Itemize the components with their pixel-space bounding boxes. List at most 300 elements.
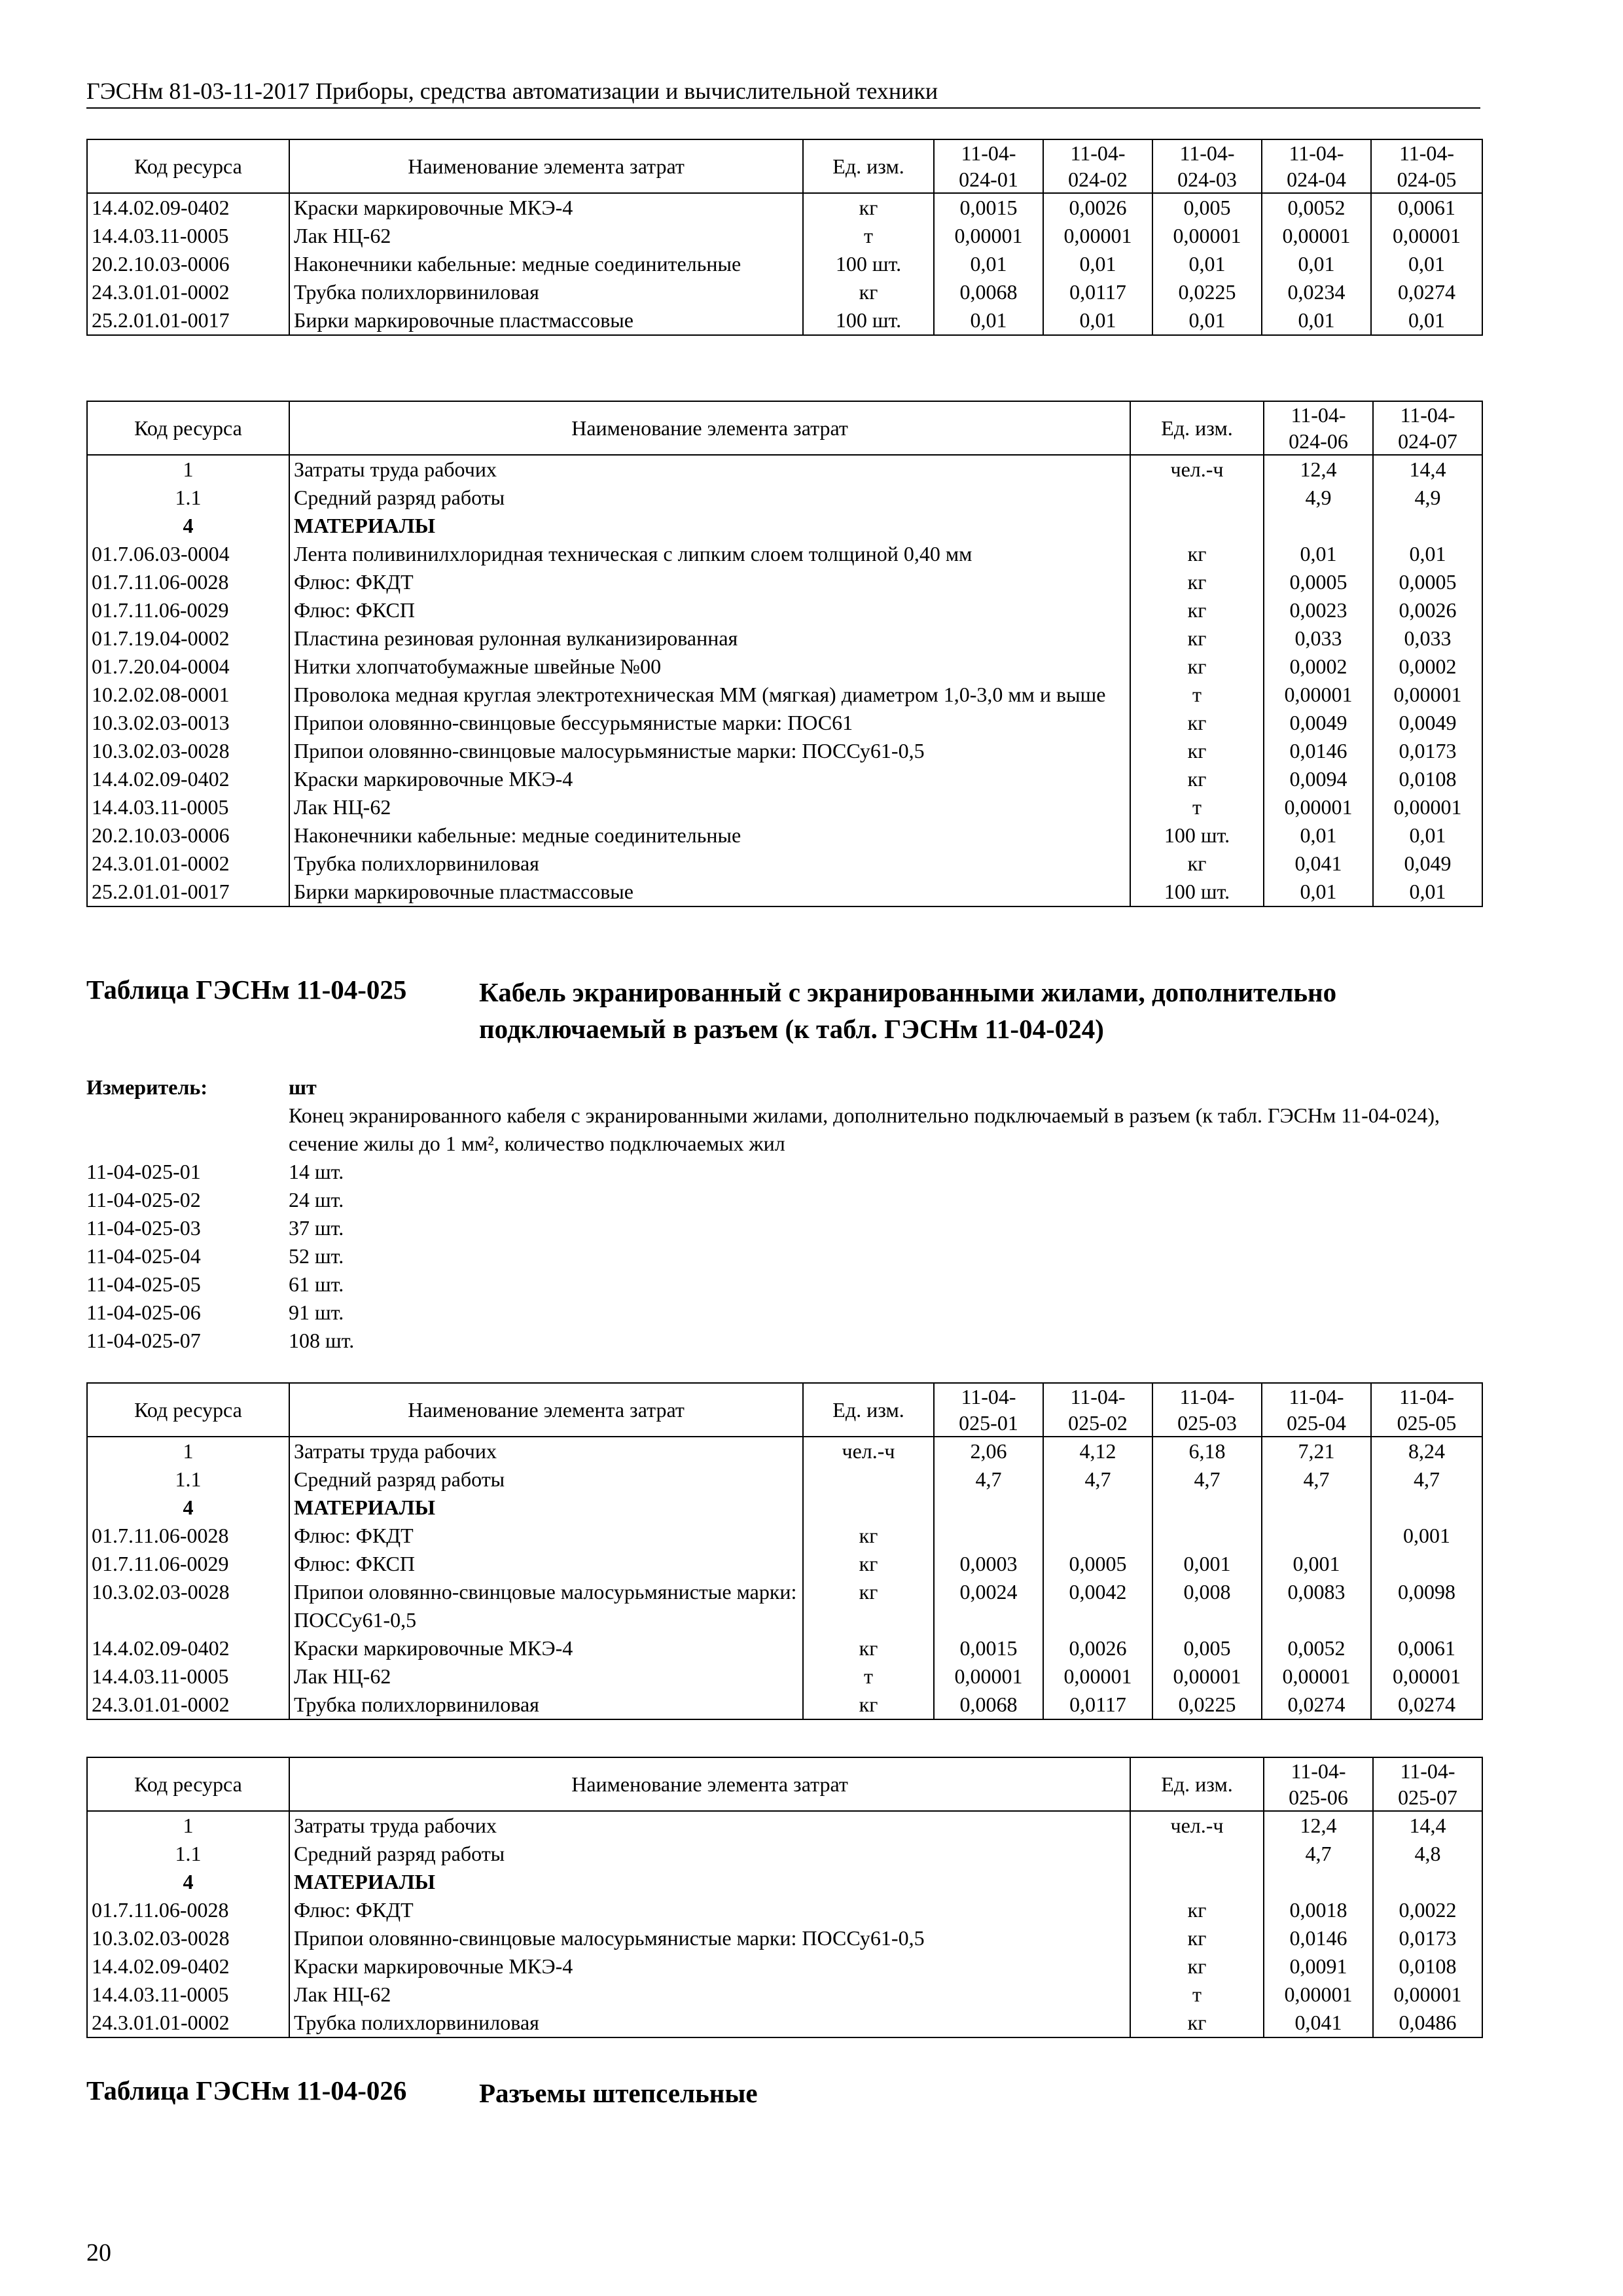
unit: кг (1130, 1952, 1264, 1981)
measure-label: Измеритель: (86, 1075, 207, 1099)
header-norm-code (1043, 1383, 1152, 1437)
header-norm-code-part: 11-04- (1399, 141, 1455, 165)
norm-value: 0,01 (1152, 250, 1262, 278)
norm-value: 0,00001 (1373, 1981, 1482, 2009)
cost-element-name: Лак НЦ-62 (289, 1981, 1130, 2009)
header-norm-code (1152, 1383, 1262, 1437)
norm-value: 0,0083 (1262, 1578, 1371, 1634)
resource-code: 14.4.03.11-0005 (87, 1981, 289, 2009)
cost-element-name: Флюс: ФКДТ (289, 1522, 803, 1550)
table-row (87, 193, 1482, 222)
header-norm-code-part: 025-06 (1289, 1785, 1348, 1809)
norm-value (1264, 1868, 1373, 1896)
table-row (87, 737, 1482, 765)
resource-code: 01.7.20.04-0004 (87, 653, 289, 681)
header-norm-code-part: 024-04 (1287, 168, 1346, 191)
cost-element-name: Бирки маркировочные пластмассовые (289, 878, 1130, 906)
measure-item-code: 11-04-025-02 (86, 1188, 201, 1211)
norm-value: 0,00001 (1043, 222, 1152, 250)
table-row (87, 1634, 1482, 1662)
resource-code: 01.7.06.03-0004 (87, 540, 289, 568)
norm-value: 0,0146 (1264, 1924, 1373, 1952)
norm-value: 12,4 (1264, 1811, 1373, 1840)
resource-code: 14.4.02.09-0402 (87, 193, 289, 222)
header-norm-code (934, 1383, 1043, 1437)
unit: 100 шт. (803, 306, 934, 335)
header-unit: Ед. изм. (1130, 1757, 1264, 1811)
unit: т (803, 222, 934, 250)
norm-value: 4,7 (1043, 1465, 1152, 1494)
norm-value: 0,01 (1262, 306, 1371, 335)
table-title-text: Разъемы штепсельные (479, 2078, 758, 2108)
resource-code: 14.4.03.11-0005 (87, 222, 289, 250)
norm-value: 4,9 (1373, 484, 1482, 512)
norm-value: 0,0052 (1262, 193, 1371, 222)
cost-table-025-part2 (86, 1757, 1483, 2038)
table-row (87, 512, 1482, 540)
norm-value: 0,0052 (1262, 1634, 1371, 1662)
measure-item (86, 1327, 1480, 1355)
norm-value: 0,01 (1264, 540, 1373, 568)
table-row (87, 278, 1482, 306)
table-row (87, 540, 1482, 568)
resource-code: 01.7.11.06-0028 (87, 568, 289, 596)
cost-element-name: Лак НЦ-62 (289, 222, 803, 250)
norm-value: 0,0022 (1373, 1896, 1482, 1924)
norm-value: 0,041 (1264, 2009, 1373, 2037)
table-row (87, 1662, 1482, 1691)
header-code: Код ресурса (87, 401, 289, 455)
norm-value: 4,8 (1373, 1840, 1482, 1868)
table-row (87, 709, 1482, 737)
header-norm-code-part: 11-04- (1070, 1385, 1126, 1408)
norm-value: 0,0003 (934, 1550, 1043, 1578)
cost-element-name: Средний разряд работы (289, 1840, 1130, 1868)
norm-value: 2,06 (934, 1437, 1043, 1465)
unit (1130, 1868, 1264, 1896)
norm-value: 4,7 (1371, 1465, 1482, 1494)
norm-value: 0,0091 (1264, 1952, 1373, 1981)
cost-element-name: Затраты труда рабочих (289, 455, 1130, 484)
header-norm-code-part: 11-04- (1289, 1385, 1344, 1408)
norm-value: 7,21 (1262, 1437, 1371, 1465)
unit: кг (1130, 850, 1264, 878)
cost-table-024-part1 (86, 139, 1483, 336)
norm-value: 0,00001 (1262, 1662, 1371, 1691)
unit: кг (803, 278, 934, 306)
resource-code: 4 (87, 512, 289, 540)
table-title-025 (86, 974, 1336, 1047)
unit: кг (1130, 765, 1264, 793)
resource-code: 14.4.02.09-0402 (87, 1952, 289, 1981)
header-norm-code-part: 11-04- (1070, 141, 1126, 165)
norm-value: 0,041 (1264, 850, 1373, 878)
unit: кг (1130, 709, 1264, 737)
table-row (87, 850, 1482, 878)
norm-value: 0,01 (1152, 306, 1262, 335)
norm-value: 0,00001 (1373, 793, 1482, 821)
header-norm-code (1264, 1757, 1373, 1811)
norm-value: 0,0061 (1371, 193, 1482, 222)
measure-item-code: 11-04-025-05 (86, 1272, 201, 1296)
unit: кг (1130, 653, 1264, 681)
norm-value: 0,01 (1262, 250, 1371, 278)
norm-value: 0,00001 (1262, 222, 1371, 250)
resource-code: 1.1 (87, 1840, 289, 1868)
header-code: Код ресурса (87, 139, 289, 193)
norm-value: 0,01 (1373, 540, 1482, 568)
resource-code: 01.7.11.06-0028 (87, 1896, 289, 1924)
measure-item-value: 52 шт. (289, 1244, 344, 1268)
norm-value (1043, 1522, 1152, 1550)
unit: кг (1130, 1896, 1264, 1924)
table-row (87, 624, 1482, 653)
norm-value: 0,0024 (934, 1578, 1043, 1634)
cost-element-name: Флюс: ФКСП (289, 596, 1130, 624)
header-norm-code-part: 11-04- (1291, 1759, 1346, 1783)
unit: кг (803, 193, 934, 222)
norm-value: 0,001 (1262, 1550, 1371, 1578)
unit: 100 шт. (803, 250, 934, 278)
table-row (87, 878, 1482, 906)
resource-code: 1.1 (87, 484, 289, 512)
norm-value: 8,24 (1371, 1437, 1482, 1465)
resource-code: 4 (87, 1494, 289, 1522)
cost-element-name: Флюс: ФКСП (289, 1550, 803, 1578)
measure-item-value: 61 шт. (289, 1272, 344, 1296)
table-row (87, 1924, 1482, 1952)
norm-value: 0,0225 (1152, 278, 1262, 306)
resource-code: 01.7.11.06-0029 (87, 1550, 289, 1578)
unit: т (803, 1662, 934, 1691)
norm-value: 0,0117 (1043, 1691, 1152, 1719)
norm-value: 0,0108 (1373, 765, 1482, 793)
table-row (87, 1691, 1482, 1719)
unit (803, 1494, 934, 1522)
unit (1130, 512, 1264, 540)
unit: кг (803, 1578, 934, 1634)
measure-item (86, 1299, 1480, 1327)
cost-element-name: Нитки хлопчатобумажные швейные №00 (289, 653, 1130, 681)
header-norm-code-part: 024-05 (1397, 168, 1457, 191)
norm-value (1371, 1550, 1482, 1578)
unit: т (1130, 681, 1264, 709)
header-norm-code (1043, 139, 1152, 193)
norm-value (1262, 1494, 1371, 1522)
resource-code: 4 (87, 1868, 289, 1896)
table-row (87, 1981, 1482, 2009)
resource-code: 14.4.02.09-0402 (87, 1634, 289, 1662)
norm-value: 0,005 (1152, 1634, 1262, 1662)
unit: кг (803, 1691, 934, 1719)
norm-value: 4,7 (1262, 1465, 1371, 1494)
unit: чел.-ч (1130, 1811, 1264, 1840)
resource-code: 1 (87, 455, 289, 484)
norm-value: 14,4 (1373, 455, 1482, 484)
norm-value: 0,0005 (1264, 568, 1373, 596)
norm-value: 0,0486 (1373, 2009, 1482, 2037)
cost-element-name: Трубка полихлорвиниловая (289, 278, 803, 306)
unit: кг (1130, 737, 1264, 765)
norm-value: 0,0042 (1043, 1578, 1152, 1634)
norm-value: 0,00001 (1264, 1981, 1373, 2009)
table-row (87, 821, 1482, 850)
norm-value: 12,4 (1264, 455, 1373, 484)
table-row (87, 793, 1482, 821)
resource-code: 24.3.01.01-0002 (87, 278, 289, 306)
measure-item-value: 91 шт. (289, 1300, 344, 1324)
norm-value: 0,0274 (1371, 1691, 1482, 1719)
measure-item-code: 11-04-025-03 (86, 1216, 201, 1240)
measure-item (86, 1270, 1480, 1299)
norm-value: 0,0015 (934, 193, 1043, 222)
resource-code: 24.3.01.01-0002 (87, 850, 289, 878)
norm-value: 0,01 (1264, 878, 1373, 906)
header-norm-code (1152, 139, 1262, 193)
resource-code: 10.3.02.03-0028 (87, 1924, 289, 1952)
table-row (87, 1578, 1482, 1634)
header-norm-code-part: 025-02 (1068, 1411, 1128, 1435)
measure-item-value: 108 шт. (289, 1329, 355, 1352)
norm-value: 0,01 (1371, 306, 1482, 335)
norm-value: 0,01 (1371, 250, 1482, 278)
norm-value (1152, 1522, 1262, 1550)
unit: т (1130, 1981, 1264, 2009)
header-norm-code-part: 024-07 (1398, 429, 1457, 453)
unit (1130, 484, 1264, 512)
cost-element-name: Пластина резиновая рулонная вулканизированная (289, 624, 1130, 653)
resource-code: 14.4.03.11-0005 (87, 1662, 289, 1691)
norm-value: 0,00001 (1371, 222, 1482, 250)
norm-value: 0,01 (934, 306, 1043, 335)
norm-value: 0,0002 (1373, 653, 1482, 681)
norm-value: 4,7 (934, 1465, 1043, 1494)
measure-block (86, 1073, 1480, 1355)
header-norm-code (934, 139, 1043, 193)
table-row (87, 1868, 1482, 1896)
header-norm-code-part: 11-04- (961, 1385, 1016, 1408)
cost-element-name: Лента поливинилхлоридная техническая с липким слоем толщиной 0,40 мм (289, 540, 1130, 568)
cost-element-name: Наконечники кабельные: медные соединительные (289, 250, 803, 278)
measure-item-value: 37 шт. (289, 1216, 344, 1240)
norm-value: 0,01 (1264, 821, 1373, 850)
unit: кг (803, 1550, 934, 1578)
resource-code: 01.7.19.04-0002 (87, 624, 289, 653)
resource-code: 1 (87, 1811, 289, 1840)
header-norm-code-part: 11-04- (1399, 1385, 1455, 1408)
norm-value: 0,00001 (1373, 681, 1482, 709)
norm-value: 0,0173 (1373, 737, 1482, 765)
norm-value: 6,18 (1152, 1437, 1262, 1465)
unit: кг (1130, 568, 1264, 596)
cost-element-name: Трубка полихлорвиниловая (289, 850, 1130, 878)
table-row (87, 222, 1482, 250)
cost-element-name: Припои оловянно-свинцовые бессурьмянистые марки: ПОС61 (289, 709, 1130, 737)
cost-element-name: Флюс: ФКДТ (289, 1896, 1130, 1924)
norm-value: 0,0026 (1373, 596, 1482, 624)
norm-value (1371, 1494, 1482, 1522)
table-row (87, 653, 1482, 681)
cost-element-name: Припои оловянно-свинцовые малосурьмянистые марки: ПОССу61-0,5 (289, 1924, 1130, 1952)
header-norm-code-part: 024-01 (959, 168, 1018, 191)
norm-value: 0,001 (1371, 1522, 1482, 1550)
header-unit: Ед. изм. (1130, 401, 1264, 455)
table-row (87, 1840, 1482, 1868)
table-row (87, 1494, 1482, 1522)
resource-code: 10.3.02.03-0013 (87, 709, 289, 737)
norm-value: 0,0108 (1373, 1952, 1482, 1981)
norm-value: 0,033 (1264, 624, 1373, 653)
measure-item (86, 1158, 1480, 1186)
table-row (87, 1811, 1482, 1840)
header-norm-code (1264, 401, 1373, 455)
resource-code: 14.4.02.09-0402 (87, 765, 289, 793)
table-row (87, 484, 1482, 512)
norm-value: 0,0005 (1373, 568, 1482, 596)
header-norm-code (1371, 1383, 1482, 1437)
measure-item (86, 1186, 1480, 1214)
header-norm-code-part: 11-04- (1400, 403, 1455, 427)
header-norm-code-part: 025-01 (959, 1411, 1018, 1435)
norm-value: 0,00001 (1152, 222, 1262, 250)
norm-value: 4,12 (1043, 1437, 1152, 1465)
header-code: Код ресурса (87, 1757, 289, 1811)
header-norm-code-part: 025-07 (1398, 1785, 1457, 1809)
table-row (87, 568, 1482, 596)
table-title-label: Таблица ГЭСНм 11-04-026 (86, 2075, 407, 2106)
header-norm-code-part: 025-03 (1177, 1411, 1237, 1435)
unit: 100 шт. (1130, 878, 1264, 906)
norm-value: 0,01 (1373, 821, 1482, 850)
table-row (87, 1896, 1482, 1924)
norm-value: 0,049 (1373, 850, 1482, 878)
measure-unit: шт (289, 1075, 317, 1099)
table-row (87, 1522, 1482, 1550)
resource-code: 10.3.02.03-0028 (87, 1578, 289, 1634)
table-row (87, 1952, 1482, 1981)
norm-value (1262, 1522, 1371, 1550)
header-norm-code-part: 11-04- (1400, 1759, 1455, 1783)
unit: кг (1130, 596, 1264, 624)
header-unit: Ед. изм. (803, 1383, 934, 1437)
table-row (87, 596, 1482, 624)
header-name: Наименование элемента затрат (289, 139, 803, 193)
measure-item-value: 14 шт. (289, 1160, 344, 1183)
header-norm-code-part: 11-04- (961, 141, 1016, 165)
norm-value: 0,0002 (1264, 653, 1373, 681)
unit: кг (1130, 540, 1264, 568)
header-norm-code (1371, 139, 1482, 193)
unit (803, 1465, 934, 1494)
cost-table-025-part1 (86, 1382, 1483, 1720)
table-row (87, 765, 1482, 793)
page-header: ГЭСНм 81-03-11-2017 Приборы, средства автоматизации и вычислительной техники (86, 77, 1480, 109)
unit: 100 шт. (1130, 821, 1264, 850)
table-title-026 (86, 2075, 758, 2111)
norm-value: 0,005 (1152, 193, 1262, 222)
resource-code: 24.3.01.01-0002 (87, 2009, 289, 2037)
cost-table-024-part2 (86, 401, 1483, 907)
table-row (87, 1550, 1482, 1578)
norm-value: 4,7 (1264, 1840, 1373, 1868)
norm-value: 0,0098 (1371, 1578, 1482, 1634)
header-norm-code-part: 024-02 (1068, 168, 1128, 191)
norm-value: 0,0015 (934, 1634, 1043, 1662)
norm-value (1373, 512, 1482, 540)
table-row (87, 455, 1482, 484)
norm-value (1264, 512, 1373, 540)
cost-element-name: Бирки маркировочные пластмассовые (289, 306, 803, 335)
resource-code: 25.2.01.01-0017 (87, 878, 289, 906)
header-name: Наименование элемента затрат (289, 1383, 803, 1437)
cost-element-name: МАТЕРИАЛЫ (289, 1494, 803, 1522)
norm-value (1152, 1494, 1262, 1522)
norm-value: 0,0023 (1264, 596, 1373, 624)
page-number: 20 (86, 2239, 111, 2267)
resource-code: 14.4.03.11-0005 (87, 793, 289, 821)
cost-element-name: Лак НЦ-62 (289, 793, 1130, 821)
norm-value: 0,00001 (934, 222, 1043, 250)
measure-item-code: 11-04-025-07 (86, 1329, 201, 1352)
header-norm-code-part: 11-04- (1291, 403, 1346, 427)
norm-value (934, 1494, 1043, 1522)
measure-item-value: 24 шт. (289, 1188, 344, 1211)
norm-value: 0,0094 (1264, 765, 1373, 793)
cost-element-name: Лак НЦ-62 (289, 1662, 803, 1691)
header-unit: Ед. изм. (803, 139, 934, 193)
norm-value (1373, 1868, 1482, 1896)
cost-element-name: Средний разряд работы (289, 484, 1130, 512)
measure-item (86, 1214, 1480, 1242)
cost-element-name: Краски маркировочные МКЭ-4 (289, 765, 1130, 793)
table-row (87, 306, 1482, 335)
norm-value: 0,033 (1373, 624, 1482, 653)
norm-value: 0,00001 (1043, 1662, 1152, 1691)
unit: кг (1130, 624, 1264, 653)
header-norm-code (1373, 1757, 1482, 1811)
resource-code: 1 (87, 1437, 289, 1465)
header-norm-code-part: 11-04- (1179, 1385, 1235, 1408)
norm-value: 0,0005 (1043, 1550, 1152, 1578)
norm-value: 0,0049 (1264, 709, 1373, 737)
table-title-label: Таблица ГЭСНм 11-04-025 (86, 975, 407, 1005)
header-norm-code (1373, 401, 1482, 455)
header-norm-code-part: 025-04 (1287, 1411, 1346, 1435)
cost-element-name: МАТЕРИАЛЫ (289, 512, 1130, 540)
measure-item-code: 11-04-025-06 (86, 1300, 201, 1324)
cost-element-name: МАТЕРИАЛЫ (289, 1868, 1130, 1896)
header-norm-code-part: 11-04- (1289, 141, 1344, 165)
table-row (87, 1437, 1482, 1465)
norm-value: 0,01 (1373, 878, 1482, 906)
unit: чел.-ч (803, 1437, 934, 1465)
unit: кг (1130, 2009, 1264, 2037)
unit: кг (803, 1634, 934, 1662)
header-norm-code (1262, 139, 1371, 193)
norm-value: 0,0026 (1043, 1634, 1152, 1662)
resource-code: 25.2.01.01-0017 (87, 306, 289, 335)
header-norm-code-part: 11-04- (1179, 141, 1235, 165)
measure-item-code: 11-04-025-04 (86, 1244, 201, 1268)
resource-code: 1.1 (87, 1465, 289, 1494)
norm-value: 0,00001 (1371, 1662, 1482, 1691)
norm-value: 0,01 (934, 250, 1043, 278)
norm-value (1043, 1494, 1152, 1522)
cost-element-name: Припои оловянно-свинцовые малосурьмянистые марки: ПОССу61-0,5 (289, 1578, 803, 1634)
table-title-line1: Кабель экранированный с экранированными жилами, дополнительно (479, 977, 1337, 1007)
norm-value: 0,001 (1152, 1550, 1262, 1578)
resource-code: 10.3.02.03-0028 (87, 737, 289, 765)
